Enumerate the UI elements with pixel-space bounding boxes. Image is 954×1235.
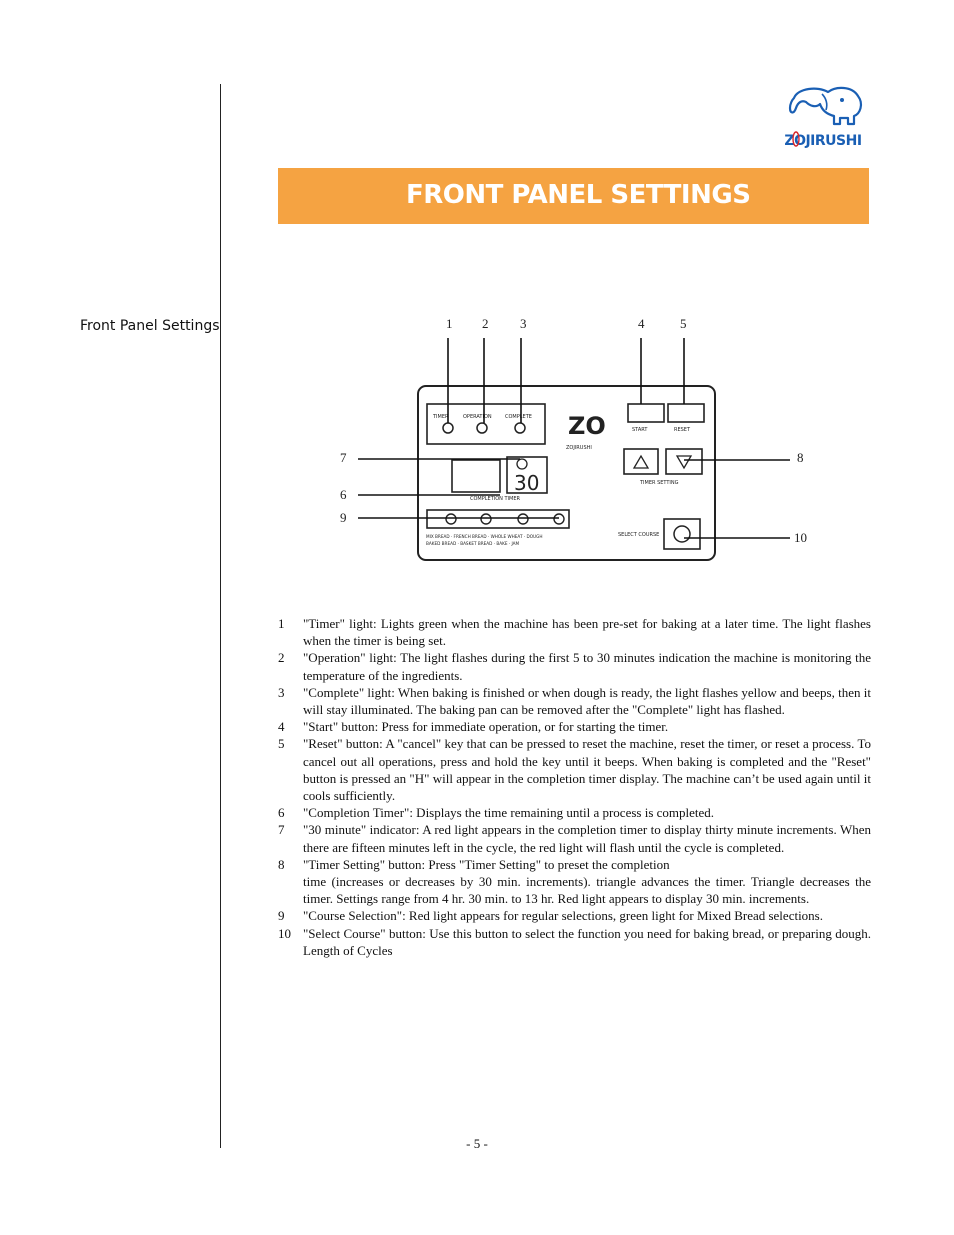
section-label: Front Panel Settings <box>80 318 220 334</box>
callout-9: 9 <box>340 510 347 525</box>
callout-10: 10 <box>794 530 807 545</box>
complete-light-label: COMPLETE <box>505 414 532 420</box>
item-number: 9 <box>278 908 285 924</box>
item-number: 10 <box>278 925 291 941</box>
operation-light <box>477 423 487 433</box>
item-text: "Completion Timer": Displays the time remaining until a process is completed. <box>303 805 715 821</box>
item-text <box>303 856 871 908</box>
list-item <box>278 856 871 908</box>
course-light <box>481 514 491 524</box>
item-text: "Start" button: Press for immediate operation, or for starting the timer. <box>303 719 669 735</box>
list-item <box>278 821 871 855</box>
panel-brand-text: ZOJIRUSHI <box>566 445 592 451</box>
callout-5: 5 <box>680 316 687 331</box>
callout-8: 8 <box>797 450 804 465</box>
item-number: 3 <box>278 684 285 700</box>
list-item <box>278 718 871 735</box>
item-text: "Complete" light: When baking is finished or when dough is ready, the light flashes yellow and beeps, then it will stay illuminated. The baking pan can be removed after the "Complete" light has flashed. <box>303 684 871 718</box>
list-item <box>278 615 871 649</box>
item-number: 1 <box>278 616 285 631</box>
operation-light-label: OPERATION <box>463 414 492 420</box>
timer-up-button[interactable] <box>624 449 658 474</box>
page-title: FRONT PANEL SETTINGS <box>406 180 751 210</box>
list-item <box>278 804 871 821</box>
callout-1: 1 <box>446 316 453 331</box>
select-course-label: SELECT COURSE <box>618 532 660 538</box>
logo-text: ZOJIRUSHI <box>784 133 862 149</box>
course-light-strip <box>427 510 569 528</box>
reset-label: RESET <box>674 427 691 433</box>
elephant-logo-icon <box>776 84 870 150</box>
item-text: "30 minute" indicator: A red light appears in the completion timer to display thirty minute increments. When there are fifteen minutes left in the cycle, the red light will flash until the cycle is completed. <box>303 822 871 855</box>
title-banner <box>278 168 869 224</box>
callout-6: 6 <box>340 487 347 502</box>
item-number: 6 <box>278 805 285 821</box>
list-item <box>278 925 871 959</box>
list-item <box>278 735 871 804</box>
triangle-down-icon <box>677 456 691 468</box>
list-item <box>278 684 871 718</box>
select-course-circle <box>674 526 690 542</box>
item-text: "Reset" button: A "cancel" key that can be pressed to reset the machine, reset the timer, or reset a process. To cancel out all operations, press and hold the key until it beeps. When baking is completed and the "Reset" button is pressed an "H" will appear in the completion timer display. The machine can’t be used again until it cools sufficiently. <box>303 736 871 804</box>
page-number: - 5 - <box>466 1136 488 1151</box>
30-minute-indicator <box>517 459 527 469</box>
timer-digits: 30 <box>514 471 540 495</box>
course-light <box>446 514 456 524</box>
zojirushi-logo <box>776 84 870 150</box>
item-number: 4 <box>278 719 285 735</box>
timer-light-label: TIMER <box>433 414 449 420</box>
timer-setting-label: TIMER SETTING <box>640 480 679 486</box>
item-text-line2: time (increases or decreases by 30 min. increments). triangle advances the timer. Triangle decreases the timer. Settings range from 4 hr. 30 min. to 13 hr. Red light appears to display 30 min. increments. <box>303 874 871 907</box>
list-item <box>278 907 871 924</box>
item-text-line1: "Timer Setting" button: Press "Timer Setting" to preset the completion <box>303 856 670 872</box>
item-number: 7 <box>278 822 285 838</box>
vertical-rule <box>220 84 221 1148</box>
callout-2: 2 <box>482 316 489 331</box>
item-text: "Timer" light: Lights green when the machine has been pre-set for baking at a later time. The light flashes when the timer is being set. <box>303 616 871 649</box>
course-light <box>518 514 528 524</box>
item-number: 2 <box>278 650 285 666</box>
callout-4: 4 <box>638 316 645 331</box>
course-light <box>554 514 564 524</box>
complete-light <box>515 423 525 433</box>
callout-3: 3 <box>520 316 527 331</box>
start-label: START <box>632 427 648 433</box>
course-labels-row2: BAKED BREAD · BASKET BREAD · BAKE · JAM <box>426 541 520 546</box>
front-panel-diagram <box>300 300 820 580</box>
select-course-button[interactable] <box>664 519 700 549</box>
settings-description-list <box>278 615 871 959</box>
list-item <box>278 649 871 683</box>
completion-timer-window <box>452 460 500 492</box>
callout-7: 7 <box>340 450 347 465</box>
item-number: 8 <box>278 856 285 872</box>
timer-down-button[interactable] <box>666 449 702 474</box>
panel-zo-logo: ZO <box>568 412 606 440</box>
item-text: "Operation" light: The light flashes during the first 5 to 30 minutes indication the machine is monitoring the temperature of the ingredients. <box>303 650 871 683</box>
item-text: "Course Selection": Red light appears for regular selections, green light for Mixed Bread selections. <box>303 908 823 924</box>
item-text: "Select Course" button: Use this button to select the function you need for baking bread, or preparing dough. Length of Cycles <box>303 925 871 958</box>
triangle-up-icon <box>634 456 648 468</box>
course-labels-row1: MIX BREAD · FRENCH BREAD · WHOLE WHEAT · DOUGH <box>426 534 543 539</box>
start-button[interactable] <box>628 404 664 422</box>
timer-light <box>443 423 453 433</box>
completion-timer-label: COMPLETION TIMER <box>470 496 520 502</box>
item-number: 5 <box>278 736 285 752</box>
reset-button[interactable] <box>668 404 704 422</box>
